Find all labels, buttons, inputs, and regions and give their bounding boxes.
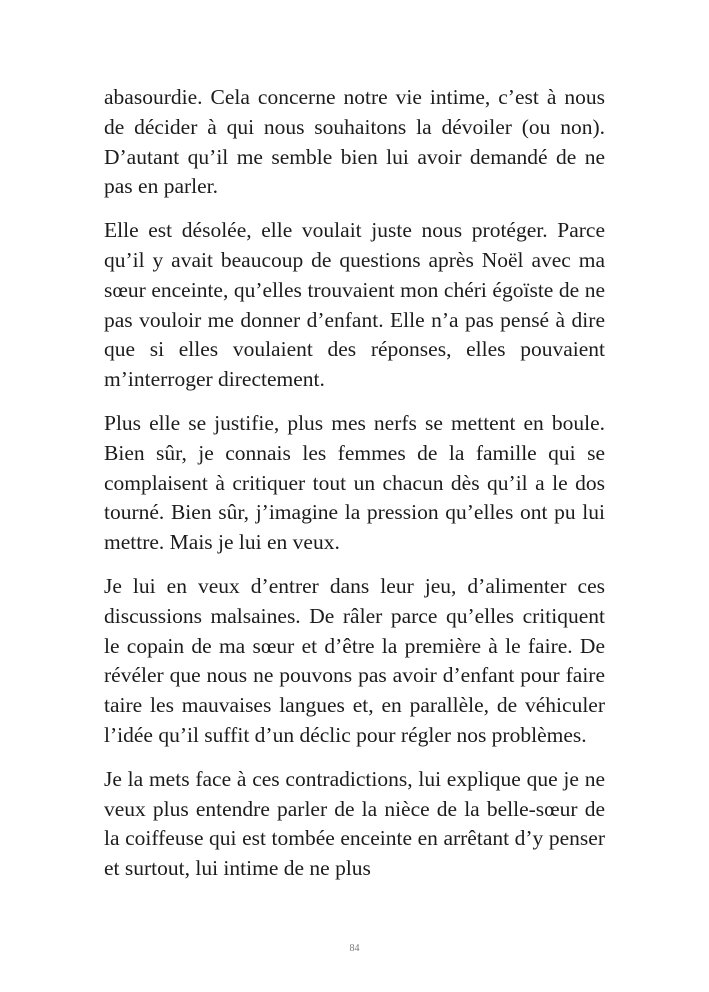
paragraph-3: Plus elle se justifie, plus mes nerfs se mettent en boule. Bien sûr, je connais les femmes de la famille qui se complaisent à critiquer tout un chacun dès qu’il a le dos tourné. Bien sûr, j’imagine la pression qu’elles ont pu lui mettre. Mais je lui en veux. [104,410,605,555]
body-text [104,83,605,898]
paragraph-2: Elle est désolée, elle voulait juste nous protéger. Parce qu’il y avait beaucoup de questions après Noël avec ma sœur enceinte, qu’elles trouvaient mon chéri égoïste de ne pas vouloir me donner d’enfant. Elle n’a pas pensé à dire que si elles voulaient des réponses, elles pouvaient m’interroger directement. [104,218,605,392]
paragraph-5: Je la mets face à ces contradictions, lui explique que je ne veux plus entendre parler de la nièce de la belle-sœur de la coiffeuse qui est tombée enceinte en arrêtant d’y penser et surtout, lui intime de ne plus [104,766,605,881]
paragraph-1: abasourdie. Cela concerne notre vie intime, c’est à nous de décider à qui nous souhaitons la dévoiler (ou non). D’autant qu’il me semble bien lui avoir demandé de ne pas en parler. [104,85,605,199]
paragraph-4: Je lui en veux d’entrer dans leur jeu, d’alimenter ces discussions malsaines. De râler parce qu’elles critiquent le copain de ma sœur et d’être la première à le faire. De révéler que nous ne pouvons pas avoir d’enfant pour faire taire les mauvaises langues et, en parallèle, de véhiculer l’idée qu’il suffit d’un déclic pour régler nos problèmes. [104,573,605,747]
page-number: 84 [349,943,360,954]
